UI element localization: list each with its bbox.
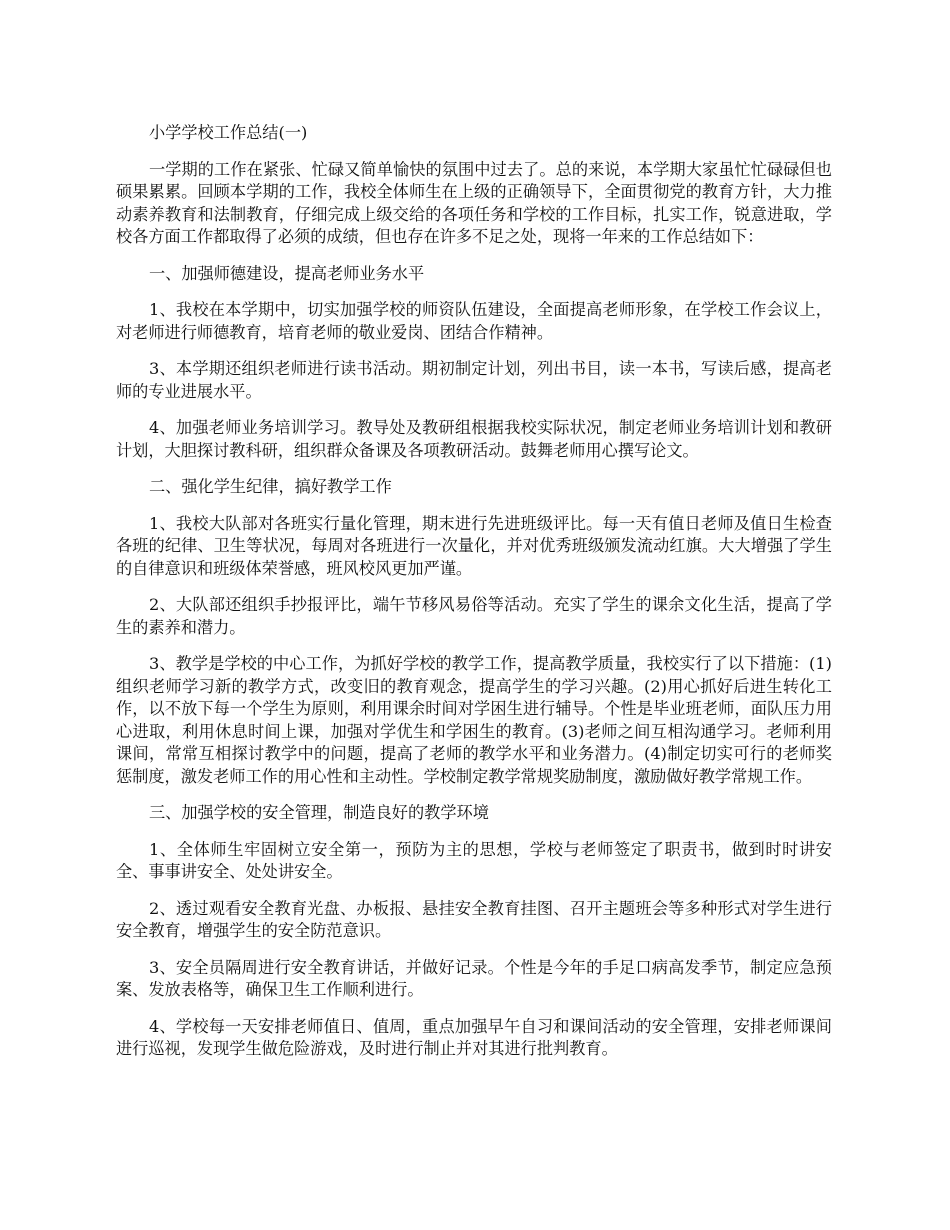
section-heading: 一、加强师德建设，提高老师业务水平	[149, 263, 425, 283]
paragraph: 2、透过观看安全教育光盘、办板报、悬挂安全教育挂图、召开主题班会等多种形式对学生进行安全教育，增强学生的安全防范意识。	[116, 898, 832, 940]
paragraph: 4、加强老师业务培训学习。教导处及教研组根据我校实际状况，制定老师业务培训计划和教研计划，大胆探讨教科研，组织群众备课及各项教研活动。鼓舞老师用心撰写论文。	[116, 418, 832, 460]
document-body	[116, 159, 832, 1061]
paragraph: 1、我校大队部对各班实行量化管理，期末进行先进班级评比。每一天有值日老师及值日生检查各班的纪律、卫生等状况，每周对各班进行一次量化，并对优秀班级颁发流动红旗。大大增强了学生的自律意识和班级体荣誉感，班风校风更加严谨。	[116, 513, 832, 578]
paragraph: 2、大队部还组织手抄报评比，端午节移风易俗等活动。充实了学生的课余文化生活，提高了学生的素养和潜力。	[116, 595, 832, 637]
paragraph: 3、本学期还组织老师进行读书活动。期初制定计划，列出书目，读一本书，写读后感，提高老师的专业进展水平。	[116, 359, 832, 401]
paragraph: 4、学校每一天安排老师值日、值周，重点加强早午自习和课间活动的安全管理，安排老师课间进行巡视，发现学生做危险游戏，及时进行制止并对其进行批判教育。	[116, 1016, 832, 1058]
document-page	[116, 122, 832, 1075]
paragraph: 1、我校在本学期中，切实加强学校的师资队伍建设，全面提高老师形象，在学校工作会议上，对老师进行师德教育，培育老师的敬业爱岗、团结合作精神。	[116, 300, 832, 342]
paragraph: 3、教学是学校的中心工作，为抓好学校的教学工作，提高教学质量，我校实行了以下措施：(1)组织老师学习新的教学方式，改变旧的教育观念，提高学生的学习兴趣。(2)用心抓好后进生转化工作，以不放下每一个学生为原则，利用课余时间对学困生进行辅导。个性是毕业班老师，面队压力用心进取，利用休息时间上课，加强对学优生和学困生的教育。(3)老师之间互相沟通学习。老师利用课间，常常互相探讨教学中的问题，提高了老师的教学水平和业务潜力。(4)制定切实可行的老师奖惩制度，激发老师工作的用心性和主动性。学校制定教学常规奖励制度，激励做好教学常规工作。	[116, 654, 832, 786]
paragraph: 1、全体师生牢固树立安全第一，预防为主的思想，学校与老师签定了职责书，做到时时讲安全、事事讲安全、处处讲安全。	[116, 839, 832, 881]
section-heading: 二、强化学生纪律，搞好教学工作	[149, 477, 392, 496]
paragraph: 3、安全员隔周进行安全教育讲话，并做好记录。个性是今年的手足口病高发季节，制定应急预案、发放表格等，确保卫生工作顺利进行。	[116, 957, 832, 999]
document-title: 小学学校工作总结(一)	[149, 123, 308, 142]
section-heading: 三、加强学校的安全管理，制造良好的教学环境	[149, 803, 489, 822]
paragraph: 一学期的工作在紧张、忙碌又简单愉快的氛围中过去了。总的来说，本学期大家虽忙忙碌碌但也硕果累累。回顾本学期的工作，我校全体师生在上级的正确领导下，全面贯彻党的教育方针，大力推动素养教育和法制教育，仔细完成上级交给的各项任务和学校的工作目标，扎实工作，锐意进取，学校各方面工作都取得了必须的成绩，但也存在许多不足之处，现将一年来的工作总结如下：	[116, 159, 832, 246]
